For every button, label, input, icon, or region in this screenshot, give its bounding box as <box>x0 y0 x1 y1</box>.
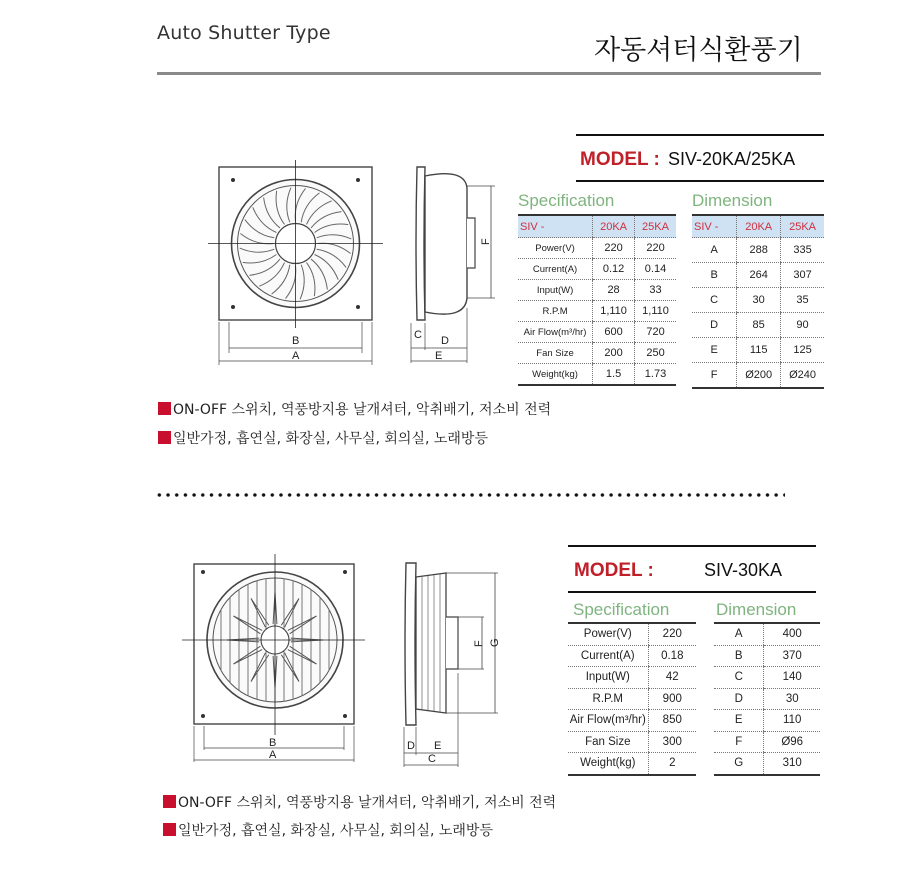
header-right-title: 자동셔터식환풍기 <box>594 35 803 66</box>
product2-model-value: SIV-30KA <box>704 560 783 580</box>
p1-feature-2-text: 일반가정, 흡연실, 화장실, 사무실, 회의실, 노래방등 <box>173 431 488 447</box>
row-value: 1,110 <box>635 301 676 322</box>
table-row <box>714 753 820 775</box>
row-label: Weight(kg) <box>518 364 593 386</box>
table-row <box>692 238 824 263</box>
row-value: 85 <box>737 313 781 338</box>
product1-dim-table <box>692 214 824 389</box>
row-label: Current(A) <box>568 645 648 667</box>
row-label: G <box>714 753 764 775</box>
row-value: 300 <box>648 731 696 753</box>
row-value: 0.18 <box>648 645 696 667</box>
table-row <box>714 731 820 753</box>
row-value: 850 <box>648 710 696 732</box>
table-row <box>568 710 696 732</box>
row-label: Fan Size <box>518 343 593 364</box>
row-label: B <box>692 263 737 288</box>
table-row <box>518 238 676 259</box>
row-value: 110 <box>764 710 820 732</box>
row-value: 1,110 <box>593 301 635 322</box>
row-value: 200 <box>593 343 635 364</box>
product2-model-label: MODEL : <box>574 560 654 581</box>
p1-label-B: B <box>292 335 300 347</box>
table-row <box>518 364 676 386</box>
row-label: A <box>714 623 764 645</box>
row-label: E <box>714 710 764 732</box>
table-row <box>568 731 696 753</box>
p1-label-F: F <box>480 238 492 245</box>
product1-model-label: MODEL : <box>580 149 660 170</box>
red-square-bullet-icon <box>163 795 176 808</box>
row-label: Power(V) <box>518 238 593 259</box>
table-row <box>714 688 820 710</box>
row-label: Fan Size <box>568 731 648 753</box>
row-value: 288 <box>737 238 781 263</box>
p2-label-A: A <box>269 749 277 761</box>
row-value: 1.5 <box>593 364 635 386</box>
p1-label-E: E <box>435 350 443 362</box>
table-row <box>568 753 696 775</box>
header-left-title: Auto Shutter Type <box>157 22 331 44</box>
table-row <box>692 313 824 338</box>
product2-model-box <box>568 545 816 593</box>
table-row <box>568 667 696 689</box>
row-label: R.P.M <box>518 301 593 322</box>
row-value: Ø240 <box>781 363 824 389</box>
row-value: 264 <box>737 263 781 288</box>
table-row <box>692 363 824 389</box>
row-value: 33 <box>635 280 676 301</box>
p1-label-A: A <box>292 350 300 362</box>
product2-side-view-drawing <box>398 555 508 770</box>
table-row <box>568 645 696 667</box>
p2-feature-2-text: 일반가정, 흡연실, 화장실, 사무실, 회의실, 노래방등 <box>178 823 493 839</box>
product2-dim-title: Dimension <box>716 600 797 619</box>
product2-spec-title: Specification <box>573 600 670 619</box>
p1-label-C: C <box>414 329 422 341</box>
row-label: E <box>692 338 737 363</box>
p1-label-D: D <box>441 335 449 347</box>
row-label: Input(W) <box>568 667 648 689</box>
table-row <box>518 322 676 343</box>
row-value: 335 <box>781 238 824 263</box>
row-label: C <box>692 288 737 313</box>
row-value: 115 <box>737 338 781 363</box>
product2-spec-table <box>568 622 696 776</box>
table-row <box>568 688 696 710</box>
p2-label-B: B <box>269 737 277 749</box>
row-value: 28 <box>593 280 635 301</box>
row-label: Power(V) <box>568 623 648 645</box>
row-value: 30 <box>764 688 820 710</box>
row-label: Air Flow(m³/hr) <box>518 322 593 343</box>
product1-feature-1 <box>158 399 551 419</box>
row-value: 307 <box>781 263 824 288</box>
product2-front-view-drawing <box>180 550 380 770</box>
row-value: Ø200 <box>737 363 781 389</box>
red-square-bullet-icon <box>158 431 171 444</box>
p1-spec-h2: 25KA <box>635 215 676 238</box>
product2-dim-table <box>714 622 820 776</box>
p1-feature-1-text: ON-OFF 스위치, 역풍방지용 날개셔터, 악취배기, 저소비 전력 <box>173 402 552 418</box>
row-label: Current(A) <box>518 259 593 280</box>
row-label: C <box>714 667 764 689</box>
row-value: 220 <box>593 238 635 259</box>
table-row <box>518 280 676 301</box>
product1-feature-2 <box>158 428 488 448</box>
table-row <box>692 263 824 288</box>
p1-spec-h0: SIV - <box>518 215 593 238</box>
table-row <box>714 710 820 732</box>
row-label: F <box>692 363 737 389</box>
row-value: 0.14 <box>635 259 676 280</box>
row-label: D <box>692 313 737 338</box>
row-label: A <box>692 238 737 263</box>
product2-feature-1 <box>163 792 556 812</box>
table-row <box>714 645 820 667</box>
product1-side-view-drawing <box>405 158 505 373</box>
row-label: Input(W) <box>518 280 593 301</box>
table-row <box>518 343 676 364</box>
row-value: 220 <box>648 623 696 645</box>
product1-model-box <box>576 134 824 182</box>
table-row <box>568 623 696 645</box>
product1-model-value: SIV-20KA/25KA <box>668 149 796 169</box>
row-value: 250 <box>635 343 676 364</box>
table-row <box>518 259 676 280</box>
row-value: 140 <box>764 667 820 689</box>
table-row <box>518 301 676 322</box>
p2-label-C: C <box>428 753 436 765</box>
row-label: D <box>714 688 764 710</box>
red-square-bullet-icon <box>158 402 171 415</box>
header-divider <box>157 72 821 75</box>
product1-spec-title: Specification <box>518 191 615 210</box>
p2-label-D: D <box>407 740 415 752</box>
row-label: Air Flow(m³/hr) <box>568 710 648 732</box>
row-value: 125 <box>781 338 824 363</box>
p1-dim-h1: 20KA <box>737 215 781 238</box>
row-label: B <box>714 645 764 667</box>
p2-label-F: F <box>473 640 485 647</box>
p2-feature-1-text: ON-OFF 스위치, 역풍방지용 날개셔터, 악취배기, 저소비 전력 <box>178 795 557 811</box>
dotted-separator <box>155 493 785 497</box>
row-label: R.P.M <box>568 688 648 710</box>
product2-feature-2 <box>163 820 493 840</box>
row-value: 370 <box>764 645 820 667</box>
red-square-bullet-icon <box>163 823 176 836</box>
row-value: Ø96 <box>764 731 820 753</box>
table-row <box>692 338 824 363</box>
row-value: 600 <box>593 322 635 343</box>
row-value: 42 <box>648 667 696 689</box>
row-value: 900 <box>648 688 696 710</box>
row-value: 30 <box>737 288 781 313</box>
p1-dim-h2: 25KA <box>781 215 824 238</box>
row-value: 400 <box>764 623 820 645</box>
row-value: 90 <box>781 313 824 338</box>
row-label: F <box>714 731 764 753</box>
row-value: 0.12 <box>593 259 635 280</box>
table-row <box>714 667 820 689</box>
row-value: 310 <box>764 753 820 775</box>
row-value: 1.73 <box>635 364 676 386</box>
p2-label-G: G <box>489 638 501 647</box>
row-value: 2 <box>648 753 696 775</box>
row-value: 35 <box>781 288 824 313</box>
product1-front-view-drawing <box>200 158 400 373</box>
table-row <box>692 288 824 313</box>
p1-dim-h0: SIV - <box>692 215 737 238</box>
table-row <box>714 623 820 645</box>
row-value: 720 <box>635 322 676 343</box>
p1-spec-h1: 20KA <box>593 215 635 238</box>
row-value: 220 <box>635 238 676 259</box>
p2-label-E: E <box>434 740 442 752</box>
product1-dim-title: Dimension <box>692 191 773 210</box>
product1-spec-table <box>518 214 676 386</box>
row-label: Weight(kg) <box>568 753 648 775</box>
